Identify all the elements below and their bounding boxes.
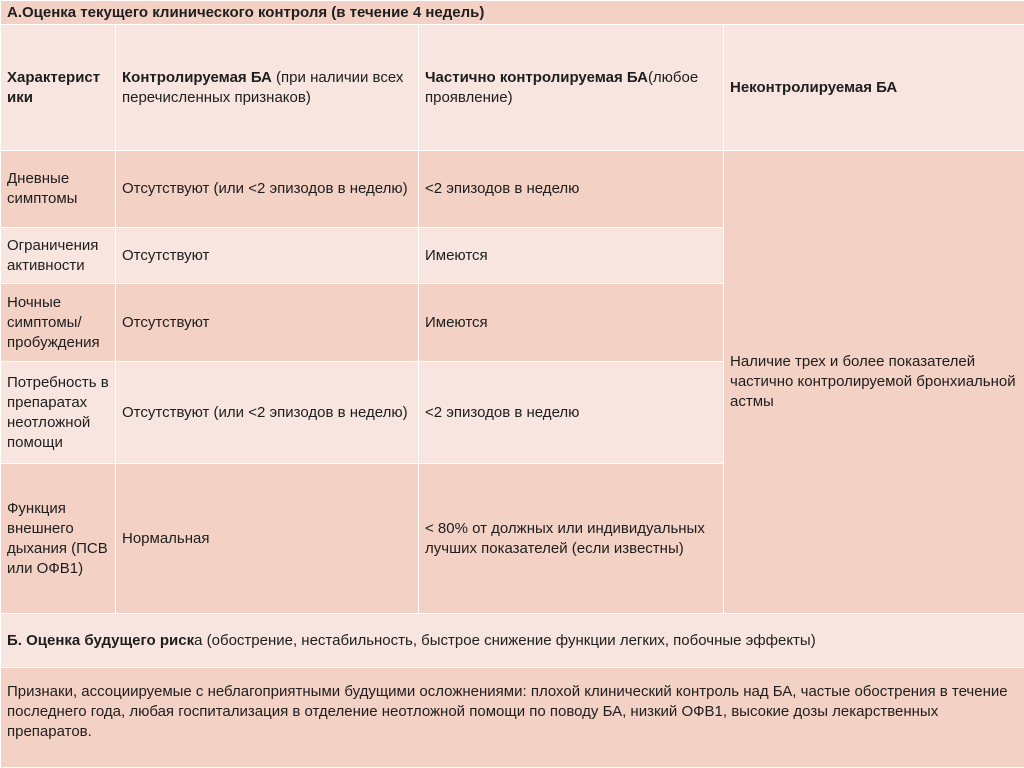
row-controlled bbox=[116, 151, 419, 228]
row-characteristic-text: Ночные симптомы/ пробуждения bbox=[7, 294, 100, 351]
row-controlled-text: Отсутствуют bbox=[122, 247, 209, 264]
row-controlled bbox=[116, 464, 419, 614]
header-partial-bold: Частично контролируемая БА bbox=[425, 69, 648, 86]
row-controlled-text: Отсутствуют bbox=[122, 314, 209, 331]
row-characteristic-text: Функция внешнего дыхания (ПСВ или ОФВ1) bbox=[7, 500, 108, 577]
row-characteristic bbox=[1, 362, 116, 464]
section-a-title bbox=[1, 1, 1024, 25]
row-partial-text: <2 эпизодов в неделю bbox=[425, 180, 579, 197]
row-partial-text: Имеются bbox=[425, 247, 488, 264]
section-b-title bbox=[1, 614, 1024, 668]
header-partial bbox=[419, 25, 724, 151]
header-uncontrolled-text: Неконтролируемая БА bbox=[730, 79, 897, 96]
row-characteristic bbox=[1, 464, 116, 614]
row-controlled-text: Отсутствуют (или <2 эпизодов в неделю) bbox=[122, 404, 408, 421]
row-controlled-text: Отсутствуют (или <2 эпизодов в неделю) bbox=[122, 180, 408, 197]
row-characteristic bbox=[1, 228, 116, 284]
header-partial-rest: (любое проявление) bbox=[425, 69, 698, 106]
row-partial bbox=[419, 464, 724, 614]
row-characteristic-text: Ограничения активности bbox=[7, 237, 98, 274]
row-partial bbox=[419, 151, 724, 228]
table-row bbox=[1, 151, 1024, 228]
row-characteristic-text: Дневные симптомы bbox=[7, 170, 77, 207]
row-controlled bbox=[116, 362, 419, 464]
header-characteristics bbox=[1, 25, 116, 151]
row-partial bbox=[419, 362, 724, 464]
row-controlled bbox=[116, 228, 419, 284]
row-partial-text: < 80% от должных или индивидуальных лучших показателей (если известны) bbox=[425, 520, 705, 557]
section-b-description-text: Признаки, ассоциируемые с неблагоприятными будущими осложнениями: плохой клинический контроль над БА, частые обострения в течение последнего года, любая госпитализация в отделение неотложной помощи по поводу БА, низкий ОФВ1, высокие дозы лекарственных препаратов. bbox=[7, 683, 1008, 740]
header-characteristics-text: Характеристики bbox=[7, 69, 100, 106]
row-partial bbox=[419, 284, 724, 362]
header-uncontrolled bbox=[724, 25, 1024, 151]
section-a-title-text: А.Оценка текущего клинического контроля (в течение 4 недель) bbox=[7, 4, 484, 21]
section-b-description bbox=[1, 668, 1024, 768]
uncontrolled-cell bbox=[724, 151, 1024, 614]
section-b-title-rest: а (обострение, нестабильность, быстрое снижение функции легких, побочные эффекты) bbox=[194, 632, 816, 649]
row-controlled bbox=[116, 284, 419, 362]
row-partial-text: <2 эпизодов в неделю bbox=[425, 404, 579, 421]
uncontrolled-text: Наличие трех и более показателей частично контролируемой бронхиальной астмы bbox=[730, 353, 1016, 410]
header-controlled bbox=[116, 25, 419, 151]
header-controlled-rest: (при наличии всех перечисленных признаков) bbox=[122, 69, 403, 106]
section-b-title-bold: Б. Оценка будущего риск bbox=[7, 632, 194, 649]
row-characteristic-text: Потребность в препаратах неотложной помощи bbox=[7, 374, 109, 451]
row-characteristic bbox=[1, 284, 116, 362]
row-controlled-text: Нормальная bbox=[122, 530, 210, 547]
row-partial bbox=[419, 228, 724, 284]
row-partial-text: Имеются bbox=[425, 314, 488, 331]
row-characteristic bbox=[1, 151, 116, 228]
header-controlled-bold: Контролируемая БА bbox=[122, 69, 272, 86]
